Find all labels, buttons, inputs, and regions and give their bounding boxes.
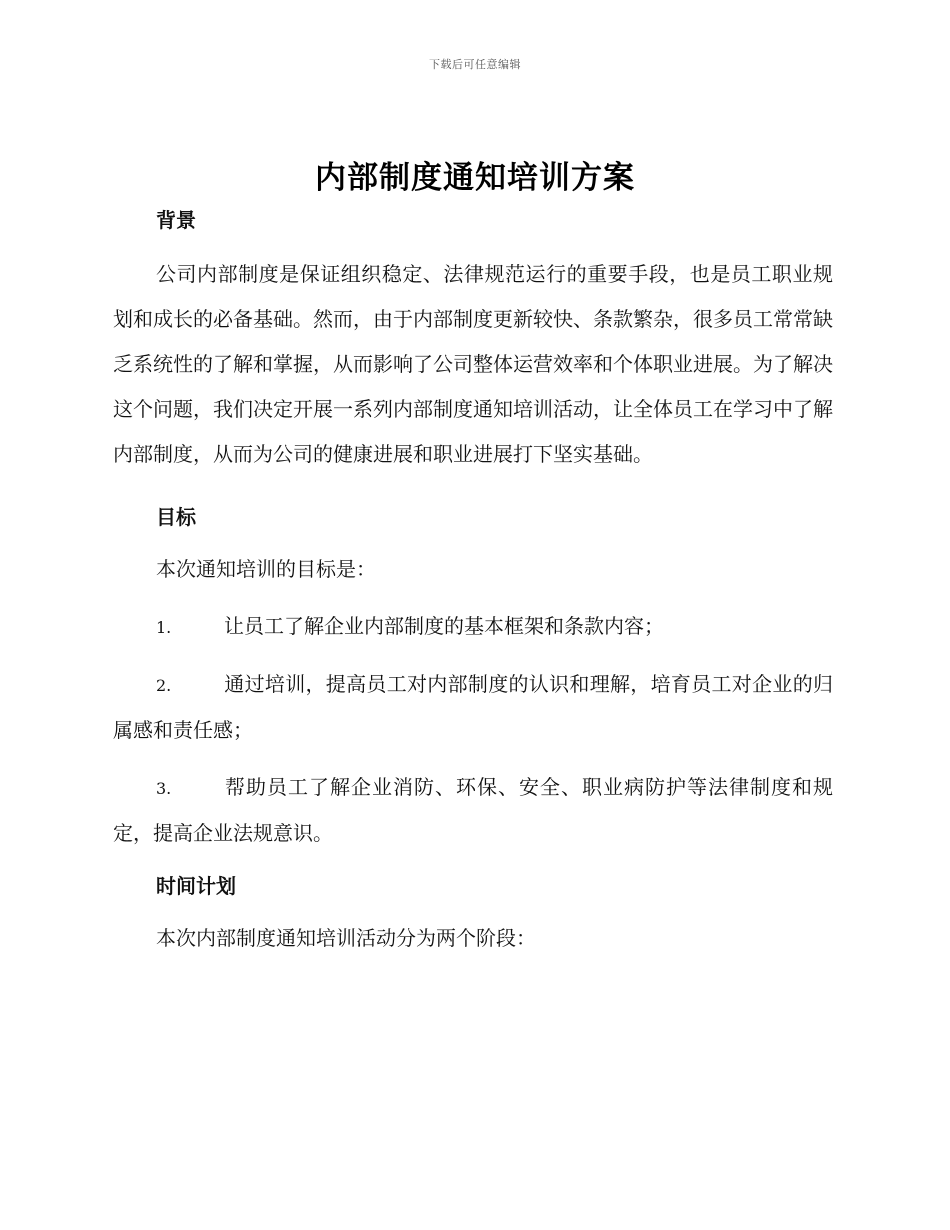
section-heading-goals: 目标 <box>156 505 196 529</box>
goal-item-3-text: 帮助员工了解企业消防、环保、安全、职业病防护等法律制度和规定，提高企业法规意识。 <box>113 775 833 845</box>
section-heading-schedule: 时间计划 <box>156 874 236 898</box>
goal-item-1-number: 1. <box>156 618 172 637</box>
goal-item-2 <box>113 662 833 753</box>
goal-item-3 <box>113 765 833 856</box>
document-body <box>113 202 833 961</box>
document-title: 内部制度通知培训方案 <box>315 160 635 196</box>
section-heading-background: 背景 <box>156 208 196 232</box>
schedule-intro: 本次内部制度通知培训活动分为两个阶段： <box>156 926 536 950</box>
background-paragraph: 公司内部制度是保证组织稳定、法律规范运行的重要手段，也是员工职业规划和成长的必备基础。然而，由于内部制度更新较快、条款繁杂，很多员工常常缺乏系统性的了解和掌握，从而影响了公司整体运营效率和个体职业进展。为了解决这个问题，我们决定开展一系列内部制度通知培训活动，让全体员工在学习中了解内部制度，从而为公司的健康进展和职业进展打下坚实基础。 <box>113 262 833 466</box>
goals-intro: 本次通知培训的目标是： <box>156 557 376 581</box>
goal-item-3-number: 3. <box>156 779 172 798</box>
goal-item-1 <box>113 604 833 650</box>
goal-item-2-number: 2. <box>156 676 172 695</box>
goal-item-1-text: 让员工了解企业内部制度的基本框架和条款内容； <box>224 614 664 638</box>
goal-item-2-text: 通过培训，提高员工对内部制度的认识和理解，培育员工对企业的归属感和责任感； <box>113 672 833 742</box>
header-note: 下载后可任意编辑 <box>429 58 521 71</box>
